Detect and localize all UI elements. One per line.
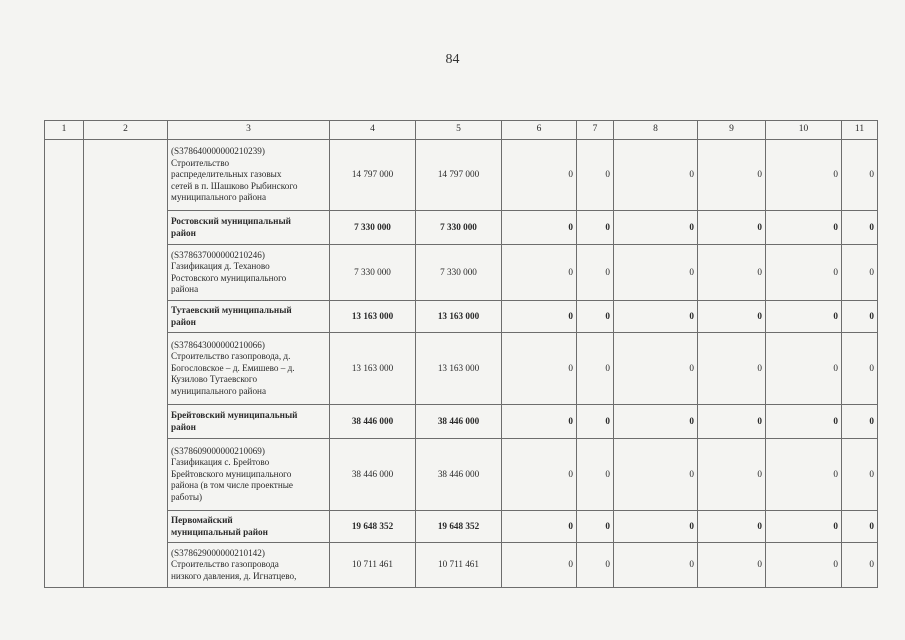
cell-col8: 0 [614,543,698,588]
name-line: район [171,227,196,238]
project-name-cell [168,333,330,405]
cell-col4: 19 648 352 [330,511,416,543]
table-row [45,439,878,511]
name-line: распределительных газовых [171,169,282,180]
cell-col4: 7 330 000 [330,245,416,301]
name-line: (S378637000000210246) [171,249,265,260]
table-row [45,405,878,439]
cell-col10: 0 [766,543,842,588]
cell-col11: 0 [842,245,878,301]
cell-col5: 14 797 000 [416,140,502,211]
cell-col6: 0 [502,211,577,245]
district-name-cell [168,301,330,333]
district-name-cell [168,211,330,245]
page-number: 84 [445,52,460,67]
cell-col10: 0 [766,301,842,333]
cell-col6: 0 [502,301,577,333]
cell-col6: 0 [502,333,577,405]
name-line: низкого давления, д. Игнатцево, [171,570,297,581]
table-row [45,211,878,245]
cell-col10: 0 [766,405,842,439]
cell-col8: 0 [614,405,698,439]
cell-col7: 0 [577,439,614,511]
cell-col11: 0 [842,439,878,511]
cell-col8: 0 [614,245,698,301]
cell-col1 [45,140,84,588]
cell-col7: 0 [577,333,614,405]
project-name-cell [168,140,330,211]
cell-col10: 0 [766,511,842,543]
column-number-row [45,121,878,140]
table-row [45,511,878,543]
col-header: 3 [168,121,330,140]
cell-col8: 0 [614,211,698,245]
cell-col4: 38 446 000 [330,405,416,439]
table-row [45,245,878,301]
name-line: муниципального района [171,385,267,396]
cell-col10: 0 [766,140,842,211]
cell-col8: 0 [614,439,698,511]
col-header: 8 [614,121,698,140]
name-line: Брейтовский муниципальный [171,410,298,420]
district-name-cell [168,511,330,543]
cell-col7: 0 [577,301,614,333]
cell-col9: 0 [698,140,766,211]
cell-col7: 0 [577,140,614,211]
col-header: 6 [502,121,577,140]
cell-col5: 7 330 000 [416,211,502,245]
cell-col11: 0 [842,405,878,439]
cell-col9: 0 [698,333,766,405]
cell-col11: 0 [842,140,878,211]
name-line: район [171,421,196,432]
name-line: муниципальный район [171,526,268,537]
cell-col5: 38 446 000 [416,439,502,511]
name-line: (S378629000000210142) [171,547,265,558]
cell-col10: 0 [766,245,842,301]
table-row [45,140,878,211]
col-header: 5 [416,121,502,140]
cell-col6: 0 [502,405,577,439]
cell-col4: 38 446 000 [330,439,416,511]
cell-col5: 38 446 000 [416,405,502,439]
name-line: (S378643000000210066) [171,339,265,350]
name-line: Брейтовского муниципального [171,468,292,479]
name-line: района (в том числе проектные [171,480,293,491]
cell-col6: 0 [502,245,577,301]
cell-col8: 0 [614,511,698,543]
project-name-cell [168,543,330,588]
cell-col9: 0 [698,543,766,588]
cell-col11: 0 [842,333,878,405]
name-line: Кузилово Тутаевского [171,374,258,385]
col-header: 10 [766,121,842,140]
cell-col4: 7 330 000 [330,211,416,245]
name-line: Первомайский [171,515,233,525]
cell-col5: 19 648 352 [416,511,502,543]
name-line: Тутаевский муниципальный [171,305,292,315]
cell-col7: 0 [577,405,614,439]
cell-col9: 0 [698,245,766,301]
cell-col5: 13 163 000 [416,301,502,333]
table-row [45,333,878,405]
name-line: района [171,284,199,294]
cell-col9: 0 [698,301,766,333]
budget-table [44,120,878,588]
cell-col8: 0 [614,333,698,405]
cell-col6: 0 [502,511,577,543]
name-line: муниципального района [171,192,267,203]
col-header: 11 [842,121,878,140]
name-line: (S378640000000210239) [171,146,265,157]
cell-col10: 0 [766,211,842,245]
cell-col6: 0 [502,439,577,511]
name-line: Ростовский муниципальный [171,216,291,226]
project-name-cell [168,439,330,511]
cell-col9: 0 [698,405,766,439]
cell-col11: 0 [842,211,878,245]
cell-col7: 0 [577,543,614,588]
cell-col8: 0 [614,140,698,211]
cell-col8: 0 [614,301,698,333]
cell-col11: 0 [842,511,878,543]
cell-col6: 0 [502,543,577,588]
cell-col9: 0 [698,211,766,245]
name-line: Строительство газопровода [171,559,279,570]
table-row [45,301,878,333]
cell-col5: 7 330 000 [416,245,502,301]
col-header: 2 [84,121,168,140]
cell-col9: 0 [698,511,766,543]
col-header: 1 [45,121,84,140]
name-line: работы) [171,491,203,502]
name-line: Строительство газопровода, д. [171,351,291,362]
cell-col5: 10 711 461 [416,543,502,588]
cell-col4: 14 797 000 [330,140,416,211]
cell-col4: 13 163 000 [330,333,416,405]
district-name-cell [168,405,330,439]
cell-col7: 0 [577,211,614,245]
cell-col4: 10 711 461 [330,543,416,588]
project-name-cell [168,245,330,301]
cell-col7: 0 [577,245,614,301]
name-line: Богословское – д. Емишево – д. [171,362,295,373]
name-line: (S378609000000210069) [171,445,265,456]
name-line: Ростовского муниципального [171,272,287,283]
col-header: 7 [577,121,614,140]
table-row [45,543,878,588]
col-header: 4 [330,121,416,140]
cell-col9: 0 [698,439,766,511]
col-header: 9 [698,121,766,140]
cell-col10: 0 [766,439,842,511]
cell-col7: 0 [577,511,614,543]
name-line: Строительство [171,157,230,168]
cell-col10: 0 [766,333,842,405]
cell-col2 [84,140,168,588]
cell-col5: 13 163 000 [416,333,502,405]
name-line: сетей в п. Шашково Рыбинского [171,180,298,191]
name-line: Газификация д. Теханово [171,261,270,271]
cell-col11: 0 [842,543,878,588]
name-line: район [171,316,196,327]
cell-col4: 13 163 000 [330,301,416,333]
name-line: Газификация с. Брейтово [171,457,270,468]
cell-col11: 0 [842,301,878,333]
cell-col6: 0 [502,140,577,211]
